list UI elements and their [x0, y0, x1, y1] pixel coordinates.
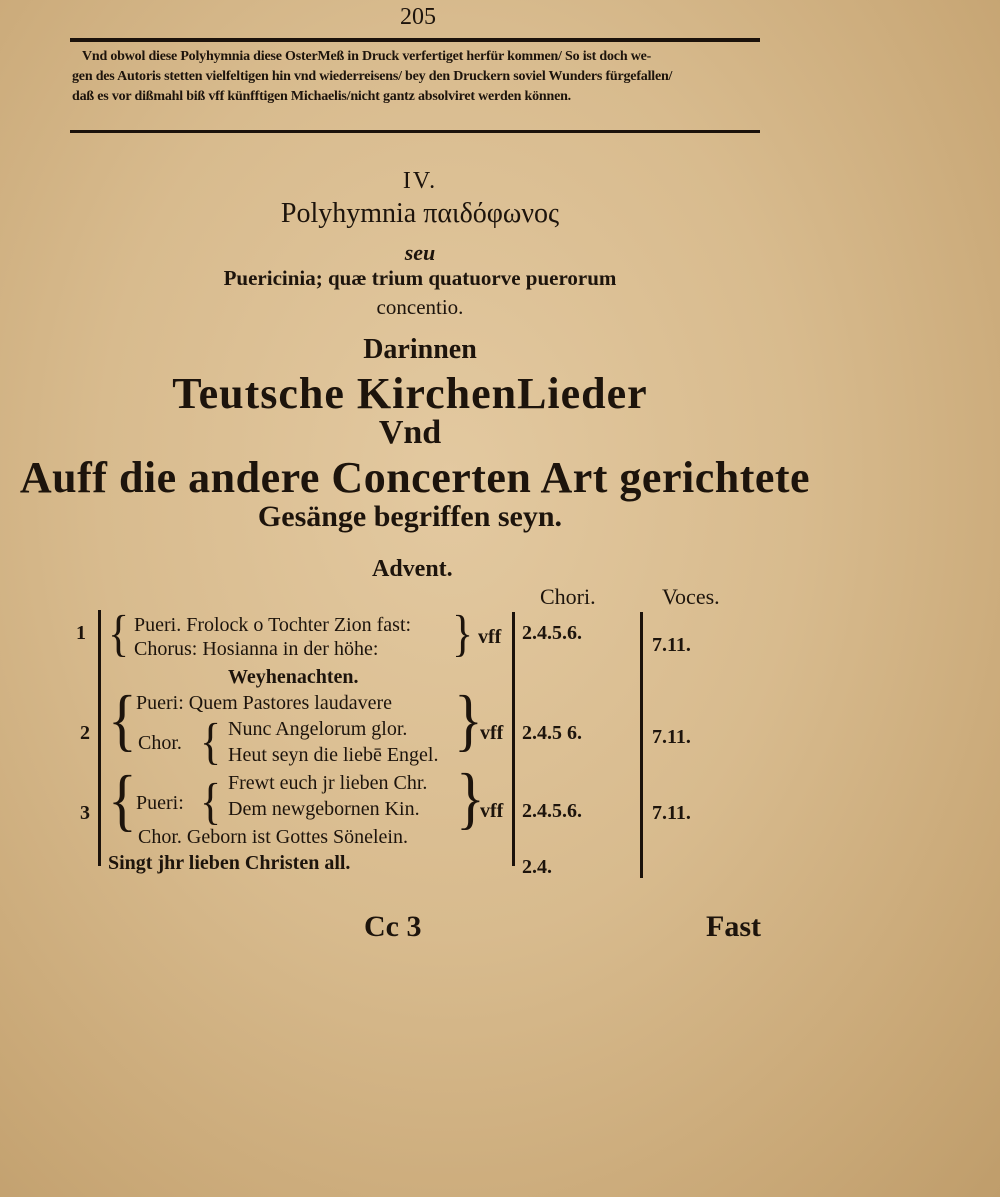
entry-2-line-1: Nunc Angelorum glor. — [228, 718, 408, 740]
notice-line-1: Vnd obwol diese Polyhymnia diese OsterMeß in Druck verfertiget herfür kommen/ So ist doch we- — [82, 49, 652, 64]
entry-1-chorus: Chorus: Hosianna in der höhe: — [134, 638, 379, 660]
entry-3-voces: 7.11. — [652, 802, 691, 824]
entry-2-chor: Chor. — [138, 732, 182, 754]
column-header-voces: Voces. — [662, 584, 720, 609]
entry-1-chori: 2.4.5.6. — [522, 622, 582, 644]
entry-2-number: 2 — [80, 722, 90, 744]
heading-line-auff: Auff die andere Concerten Art gerichtete — [19, 453, 811, 502]
entry-1-vff: vff — [478, 626, 502, 648]
last-entry-text: Singt jhr lieben Christen all. — [108, 852, 351, 874]
notice-line-2: gen des Autoris stetten vielfeltigen hin vnd wiederreisens/ bey den Druckern soviel Wunders fürgefallen/ — [72, 69, 673, 84]
subtitle-line-2: concentio. — [376, 295, 464, 319]
entry-2-inner-brace: { — [200, 713, 222, 770]
entry-3-close-brace: } — [456, 760, 485, 836]
last-entry-chori: 2.4. — [522, 856, 552, 878]
entry-3-open-brace: { — [108, 762, 137, 838]
entry-1-close-brace: } — [452, 605, 474, 662]
weyhenachten-heading: Weyhenachten. — [228, 666, 359, 688]
seu-word: seu — [404, 240, 436, 265]
top-rule — [70, 38, 760, 42]
table-left-rule — [98, 610, 101, 866]
entry-2-chori: 2.4.5 6. — [522, 722, 582, 744]
entry-1-number: 1 — [76, 622, 86, 644]
entry-3-line-1: Frewt euch jr lieben Chr. — [228, 772, 428, 794]
column-header-chori: Chori. — [540, 584, 596, 609]
entry-2-open-brace: { — [108, 682, 137, 758]
entry-3-inner-brace: { — [200, 773, 222, 830]
subtitle-line-1: Puericinia; quæ trium quatuorve puerorum — [223, 266, 617, 290]
entry-2-close-brace: } — [454, 682, 483, 758]
voces-left-rule — [640, 612, 643, 878]
darinnen-line: Darinnen — [363, 334, 477, 365]
entry-2-voces: 7.11. — [652, 726, 691, 748]
entry-3-line-2: Dem newgebornen Kin. — [228, 798, 420, 820]
entry-3-number: 3 — [80, 802, 90, 824]
entry-2-vff: vff — [480, 722, 504, 744]
entry-2-pueri: Pueri: Quem Pastores laudavere — [136, 692, 393, 714]
entry-3-chori: 2.4.5.6. — [522, 800, 582, 822]
chori-left-rule — [512, 612, 515, 866]
section-number: IV. — [402, 168, 438, 194]
entry-1-voces: 7.11. — [652, 634, 691, 656]
catchword: Fast — [706, 910, 761, 943]
page-title: Polyhymnia παιδόφωνος — [280, 198, 560, 229]
signature-mark: Cc 3 — [364, 910, 422, 943]
vnd-line: Vnd — [378, 414, 442, 451]
entry-3-chor: Chor. Geborn ist Gottes Sönelein. — [138, 826, 408, 848]
entry-1-pueri: Pueri. Frolock o Tochter Zion fast: — [134, 614, 412, 636]
entry-3-vff: vff — [480, 800, 504, 822]
notice-rule — [70, 130, 760, 133]
page-number: 205 — [400, 4, 436, 30]
main-heading: Teutsche KirchenLieder — [172, 369, 648, 418]
heading-line-gesaenge: Gesänge begriffen seyn. — [257, 500, 563, 533]
entry-1-open-brace: { — [108, 605, 130, 662]
entry-3-pueri: Pueri: — [136, 792, 184, 814]
entry-2-line-2: Heut seyn die liebē Engel. — [228, 744, 439, 766]
notice-line-3: daß es vor dißmahl biß vff künfftigen Michaelis/nicht gantz absolviret werden können. — [72, 89, 571, 104]
section-advent: Advent. — [372, 556, 453, 582]
